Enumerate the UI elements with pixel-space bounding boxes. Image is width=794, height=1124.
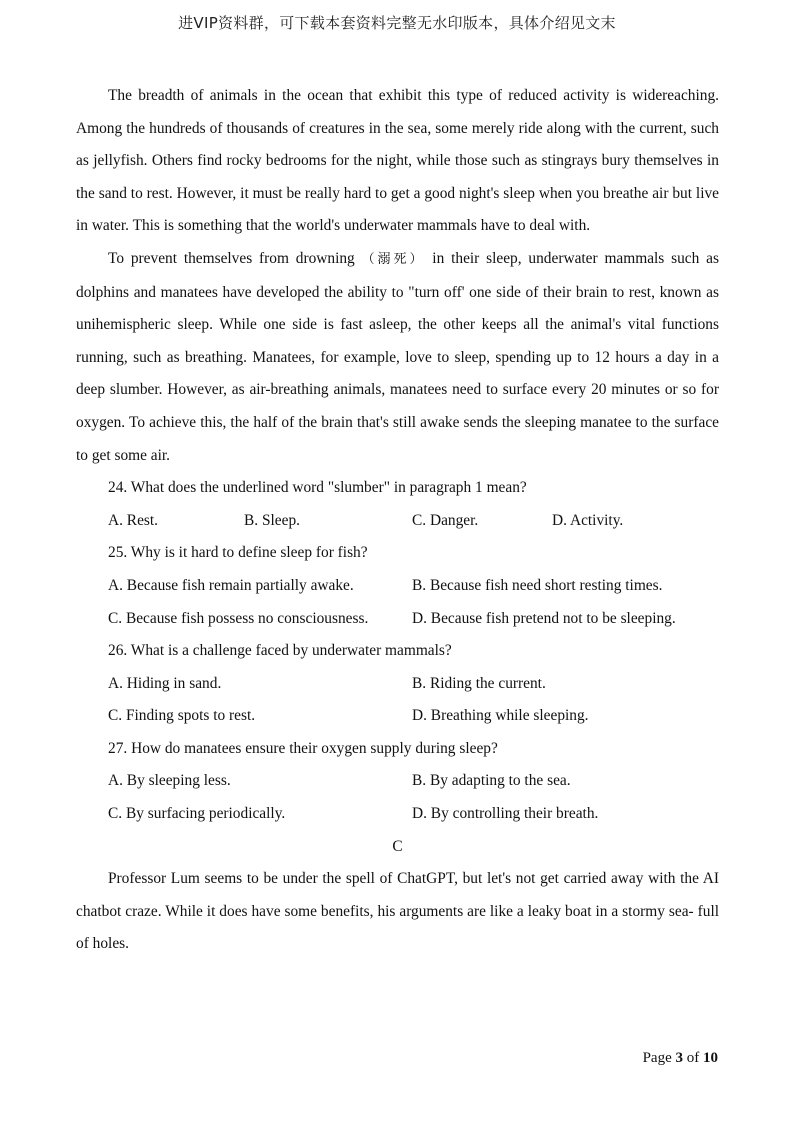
watermark-banner: 进VIP资料群，可下载本套资料完整无水印版本，具体介绍见文末: [178, 14, 616, 32]
q25-option-a: A. Because fish remain partially awake.: [108, 576, 354, 594]
question-25-options-row-1: [76, 570, 719, 603]
q26-option-a: A. Hiding in sand.: [108, 674, 222, 692]
total-page-count: 10: [703, 1050, 718, 1066]
page-number-footer: [643, 1050, 718, 1067]
question-25-options-row-2: [76, 603, 719, 636]
question-27-options-row-1: [76, 765, 719, 798]
q27-option-b: B. By adapting to the sea.: [412, 772, 571, 790]
passage-paragraph-2: [76, 243, 719, 472]
page-label: Page: [642, 1050, 676, 1066]
q25-option-d: D. Because fish pretend not to be sleeping.: [412, 609, 676, 627]
question-26-options-row-2: [76, 700, 719, 733]
section-c-paragraph-1: Professor Lum seems to be under the spell of ChatGPT, but let's not get carried away with the AI chatbot craze. While it does have some benefits, his arguments are like a leaky boat in a stormy sea- full of holes.: [76, 870, 719, 953]
p2-text-before: To prevent themselves from drowning: [108, 249, 362, 267]
page-content: [76, 80, 719, 961]
q26-option-b: B. Riding the current.: [412, 674, 546, 692]
section-c-heading: C: [392, 837, 403, 855]
question-26-options-row-1: [76, 668, 719, 701]
q24-option-b: B. Sleep.: [244, 511, 301, 529]
question-26-stem: 26. What is a challenge faced by underwater mammals?: [108, 642, 452, 660]
q25-option-c: C. Because fish possess no consciousness.: [108, 609, 369, 627]
q26-option-c: C. Finding spots to rest.: [108, 707, 256, 725]
question-24-stem: 24. What does the underlined word "slumber" in paragraph 1 mean?: [108, 479, 527, 497]
p2-text-after: in their sleep, underwater mammals such as dolphins and manatees have developed the ability to "turn off' one side of their brain to rest, known as unihemispheric sleep. While one side is fast asleep, the other keeps all the animal's vital functions running, such as breathing. Manatees, for example, love to sleep, spending up to 12 hours a day in a deep slumber. However, as air-breathing animals, manatees need to surface every 20 minutes or so for oxygen. To achieve this, the half of the brain that's still awake sends the sleeping manatee to the surface to get some air.: [76, 249, 719, 464]
q24-option-c: C. Danger.: [412, 511, 479, 529]
q27-option-d: D. By controlling their breath.: [412, 805, 599, 823]
p2-chinese-gloss: （溺死）: [361, 251, 426, 267]
question-27-options-row-2: [76, 798, 719, 831]
q25-option-b: B. Because fish need short resting times.: [412, 576, 663, 594]
q26-option-d: D. Breathing while sleeping.: [412, 707, 589, 725]
passage-paragraph-1: The breadth of animals in the ocean that exhibit this type of reduced activity is widereaching. Among the hundreds of thousands of creatures in the sea, some merely ride along with the current, such as jellyfish. Others find rocky bedrooms for the night, while those such as stingrays bury themselves in the sand to rest. However, it must be really hard to get a good night's sleep when you breathe air but live in water. This is something that the world's underwater mammals have to deal with.: [76, 87, 719, 235]
q27-option-c: C. By surfacing periodically.: [108, 805, 286, 823]
question-25-stem: 25. Why is it hard to define sleep for fish?: [108, 544, 368, 562]
q27-option-a: A. By sleeping less.: [108, 772, 231, 790]
current-page-number: 3: [675, 1050, 683, 1066]
question-27-stem: 27. How do manatees ensure their oxygen supply during sleep?: [108, 739, 498, 757]
question-24-options: [76, 505, 719, 538]
q24-option-a: A. Rest.: [108, 511, 159, 529]
q24-option-d: D. Activity.: [552, 511, 624, 529]
of-label: of: [683, 1050, 703, 1066]
